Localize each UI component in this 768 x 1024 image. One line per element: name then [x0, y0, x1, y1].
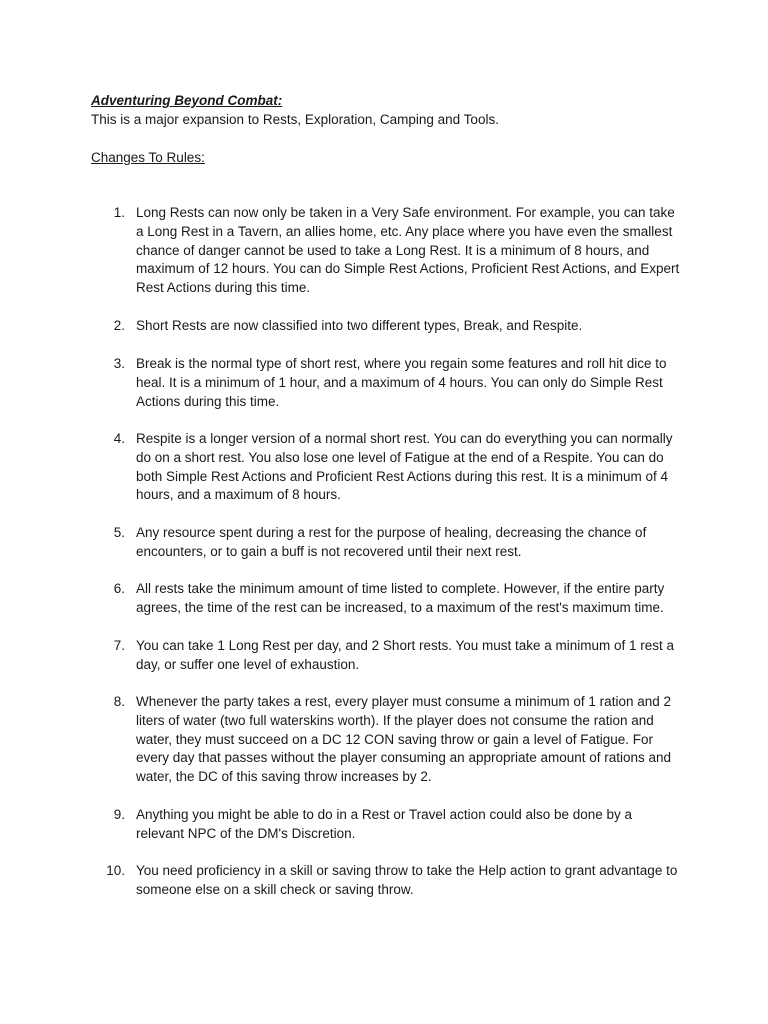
- document-title: Adventuring Beyond Combat:: [91, 93, 283, 108]
- rule-item-3: [91, 355, 691, 411]
- rule-number: 9.: [113, 807, 125, 822]
- intro-paragraph: This is a major expansion to Rests, Exploration, Camping and Tools.: [91, 112, 499, 127]
- rule-number: 2.: [113, 318, 125, 333]
- rule-item-6: [91, 580, 691, 618]
- rule-number: 8.: [113, 694, 125, 709]
- rule-number: 5.: [113, 525, 125, 540]
- rule-text: Respite is a longer version of a normal short rest. You can do everything you can normally do on a short rest. You also lose one level of Fatigue at the end of a Respite. You can do both Simple Rest Actions and Proficient Rest Actions during this rest. It is a minimum of 4 hours, and a maximum of 8 hours.: [136, 431, 673, 503]
- rule-item-2: [91, 317, 691, 336]
- rule-item-10: [91, 862, 691, 900]
- rule-number: 10.: [106, 863, 125, 878]
- rule-text: Break is the normal type of short rest, where you regain some features and roll hit dice to heal. It is a minimum of 1 hour, and a maximum of 4 hours. You can only do Simple Rest Actions during this time.: [136, 356, 667, 409]
- rule-text: Whenever the party takes a rest, every player must consume a minimum of 1 ration and 2 liters of water (two full waterskins worth). If the player does not consume the ration and water, they must succeed on a DC 12 CON saving throw or gain a level of Fatigue. For every day that passes without the player consuming an appropriate amount of rations and water, the DC of this saving throw increases by 2.: [136, 694, 672, 785]
- rule-text: All rests take the minimum amount of time listed to complete. However, if the entire party agrees, the time of the rest can be increased, to a maximum of the rest's maximum time.: [136, 581, 665, 615]
- rule-item-8: [91, 693, 691, 787]
- rule-text: Short Rests are now classified into two different types, Break, and Respite.: [136, 318, 583, 333]
- rule-item-7: [91, 637, 691, 675]
- rule-text: You need proficiency in a skill or saving throw to take the Help action to grant advantage to someone else on a skill check or saving throw.: [136, 863, 678, 897]
- rule-number: 7.: [113, 638, 125, 653]
- rule-text: Long Rests can now only be taken in a Very Safe environment. For example, you can take a Long Rest in a Tavern, an allies home, etc. Any place where you have even the smallest chance of danger cannot be used to take a Long Rest. It is a minimum of 8 hours, and maximum of 12 hours. You can do Simple Rest Actions, Proficient Rest Actions, and Expert Rest Actions during this time.: [136, 205, 680, 296]
- rule-item-1: [91, 204, 691, 298]
- section-heading: Changes To Rules:: [91, 150, 205, 165]
- rule-number: 6.: [113, 581, 125, 596]
- rule-item-5: [91, 524, 691, 562]
- rule-item-4: [91, 430, 691, 505]
- rule-text: Anything you might be able to do in a Rest or Travel action could also be done by a relevant NPC of the DM's Discretion.: [136, 807, 633, 841]
- rule-item-9: [91, 806, 691, 844]
- rule-number: 3.: [113, 356, 125, 371]
- rule-number: 4.: [113, 431, 125, 446]
- rule-text: Any resource spent during a rest for the purpose of healing, decreasing the chance of encounters, or to gain a buff is not recovered until their next rest.: [136, 525, 647, 559]
- rule-text: You can take 1 Long Rest per day, and 2 Short rests. You must take a minimum of 1 rest a day, or suffer one level of exhaustion.: [136, 638, 675, 672]
- rule-number: 1.: [113, 205, 125, 220]
